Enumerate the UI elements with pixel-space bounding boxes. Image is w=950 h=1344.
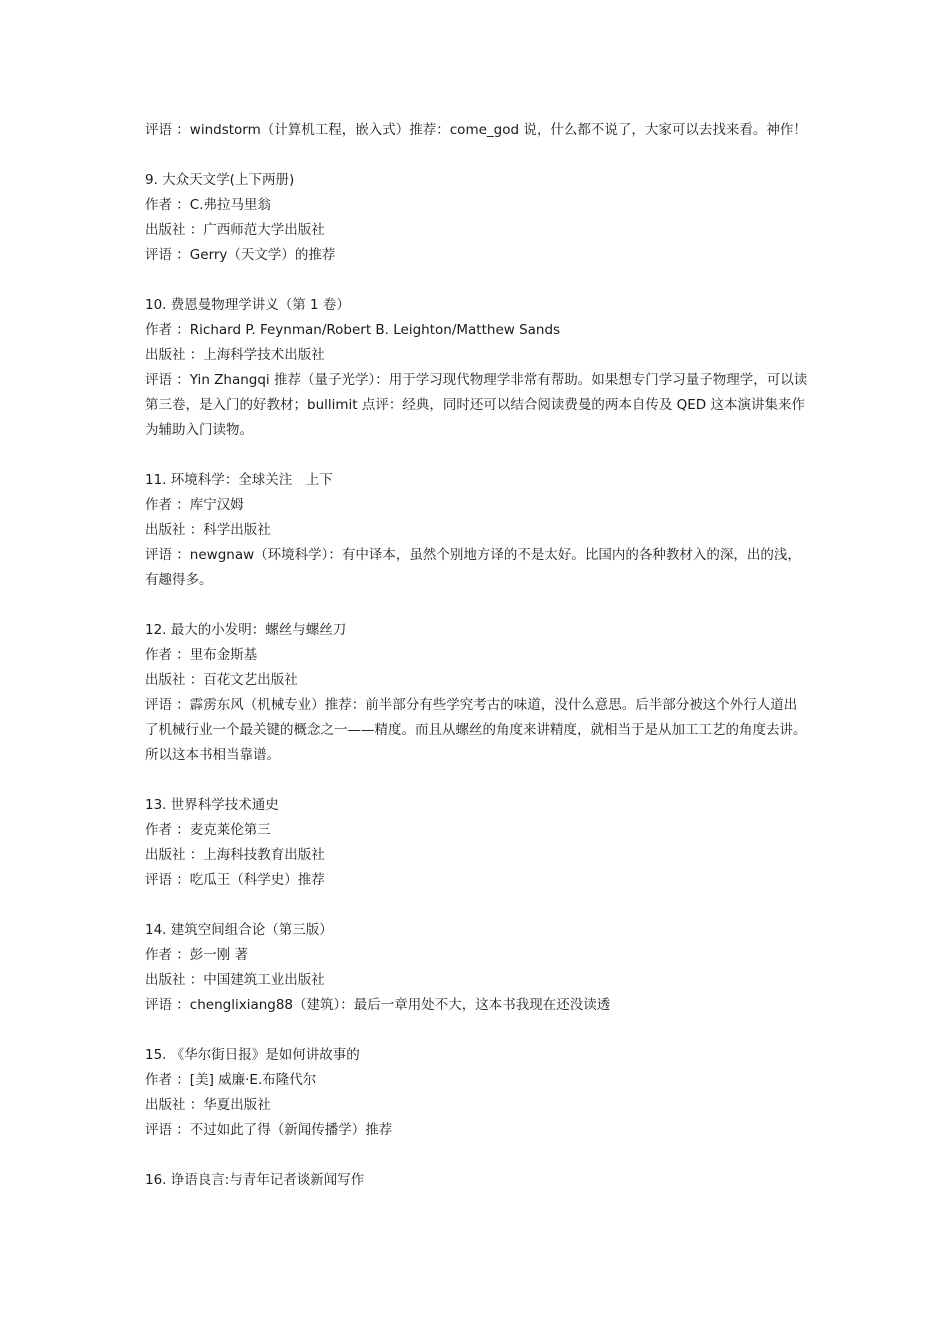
publisher-value: 广西师范大学出版社 (203, 222, 325, 238)
author-value: 里布金斯基 (189, 647, 258, 663)
book-list (145, 118, 810, 1218)
book-entry-12 (145, 618, 810, 768)
publisher-value: 中国建筑工业出版社 (203, 972, 325, 988)
book-entry-9 (145, 168, 810, 268)
book-title: 15. 《华尔街日报》是如何讲故事的 (145, 1047, 360, 1063)
book-title: 9. 大众天文学(上下两册) (145, 172, 295, 188)
book-entry-16 (145, 1168, 810, 1193)
book-entry-13 (145, 793, 810, 893)
review-text: Yin Zhangqi 推荐（量子光学）：用于学习现代物理学非常有帮助。如果想专门学习量子物理学，可以读第三卷，是入门的好教材；bullimit 点评：经典，同时还可以结合阅读费曼的两本自传及 QED 这本演讲集来作为辅助入门读物。 (145, 372, 808, 438)
author-label: 作者 ： (145, 947, 190, 963)
book-title: 10. 费恩曼物理学讲义（第 1 卷） (145, 297, 350, 313)
review-label: 评语 ： (145, 247, 190, 263)
author-label: 作者 ： (145, 647, 190, 663)
review-text: windstorm（计算机工程，嵌入式）推荐：come_god 说，什么都不说了，大家可以去找来看。神作！ (189, 122, 807, 138)
author-label: 作者 ： (145, 1072, 190, 1088)
publisher-label: 出版社 ： (145, 522, 204, 538)
author-value: Richard P. Feynman/Robert B. Leighton/Matthew Sands (189, 322, 561, 338)
book-title: 11. 环境科学：全球关注 上下 (145, 472, 333, 488)
publisher-value: 华夏出版社 (203, 1097, 271, 1113)
review-text: 霹雳东风（机械专业）推荐：前半部分有些学究考古的味道，没什么意思。后半部分被这个外行人道出了机械行业一个最关键的概念之一——精度。而且从螺丝的角度来讲精度，就相当于是从加工工艺的角度去讲。所以这本书相当靠谱。 (145, 697, 807, 763)
publisher-value: 百花文艺出版社 (203, 672, 298, 688)
review-text: chenglixiang88（建筑）：最后一章用处不大，这本书我现在还没读透 (189, 997, 611, 1013)
author-value: C.弗拉马里翁 (189, 197, 272, 213)
book-title: 16. 诤语良言:与青年记者谈新闻写作 (145, 1172, 365, 1188)
book-title: 14. 建筑空间组合论（第三版） (145, 922, 333, 938)
author-value: 库宁汉姆 (189, 497, 244, 513)
author-label: 作者 ： (145, 497, 190, 513)
book-title: 12. 最大的小发明：螺丝与螺丝刀 (145, 622, 347, 638)
publisher-label: 出版社 ： (145, 347, 204, 363)
review-label: 评语 ： (145, 372, 190, 388)
author-value: 彭一刚 著 (189, 947, 249, 963)
book-entry-11 (145, 468, 810, 593)
intro-review (145, 118, 810, 143)
book-entry-14 (145, 918, 810, 1018)
author-label: 作者 ： (145, 197, 190, 213)
book-entry-15 (145, 1043, 810, 1143)
author-value: 麦克莱伦第三 (189, 822, 271, 838)
publisher-label: 出版社 ： (145, 847, 204, 863)
author-value: [美] 威廉·E.布隆代尔 (189, 1072, 317, 1088)
publisher-value: 科学出版社 (203, 522, 271, 538)
review-text: 不过如此了得（新闻传播学）推荐 (189, 1122, 393, 1138)
publisher-label: 出版社 ： (145, 1097, 204, 1113)
review-label: 评语 ： (145, 122, 190, 138)
book-title: 13. 世界科学技术通史 (145, 797, 279, 813)
review-label: 评语 ： (145, 1122, 190, 1138)
review-label: 评语 ： (145, 997, 190, 1013)
publisher-label: 出版社 ： (145, 222, 204, 238)
review-text: newgnaw（环境科学）：有中译本，虽然个别地方译的不是太好。比国内的各种教材入的深，出的浅，有趣得多。 (145, 547, 801, 588)
review-label: 评语 ： (145, 697, 190, 713)
review-text: 吃瓜王（科学史）推荐 (189, 872, 325, 888)
author-label: 作者 ： (145, 822, 190, 838)
publisher-label: 出版社 ： (145, 672, 204, 688)
publisher-label: 出版社 ： (145, 972, 204, 988)
review-text: Gerry（天文学）的推荐 (189, 247, 336, 263)
publisher-value: 上海科学技术出版社 (203, 347, 325, 363)
publisher-value: 上海科技教育出版社 (203, 847, 325, 863)
author-label: 作者 ： (145, 322, 190, 338)
review-label: 评语 ： (145, 872, 190, 888)
review-label: 评语 ： (145, 547, 190, 563)
book-entry-10 (145, 293, 810, 443)
